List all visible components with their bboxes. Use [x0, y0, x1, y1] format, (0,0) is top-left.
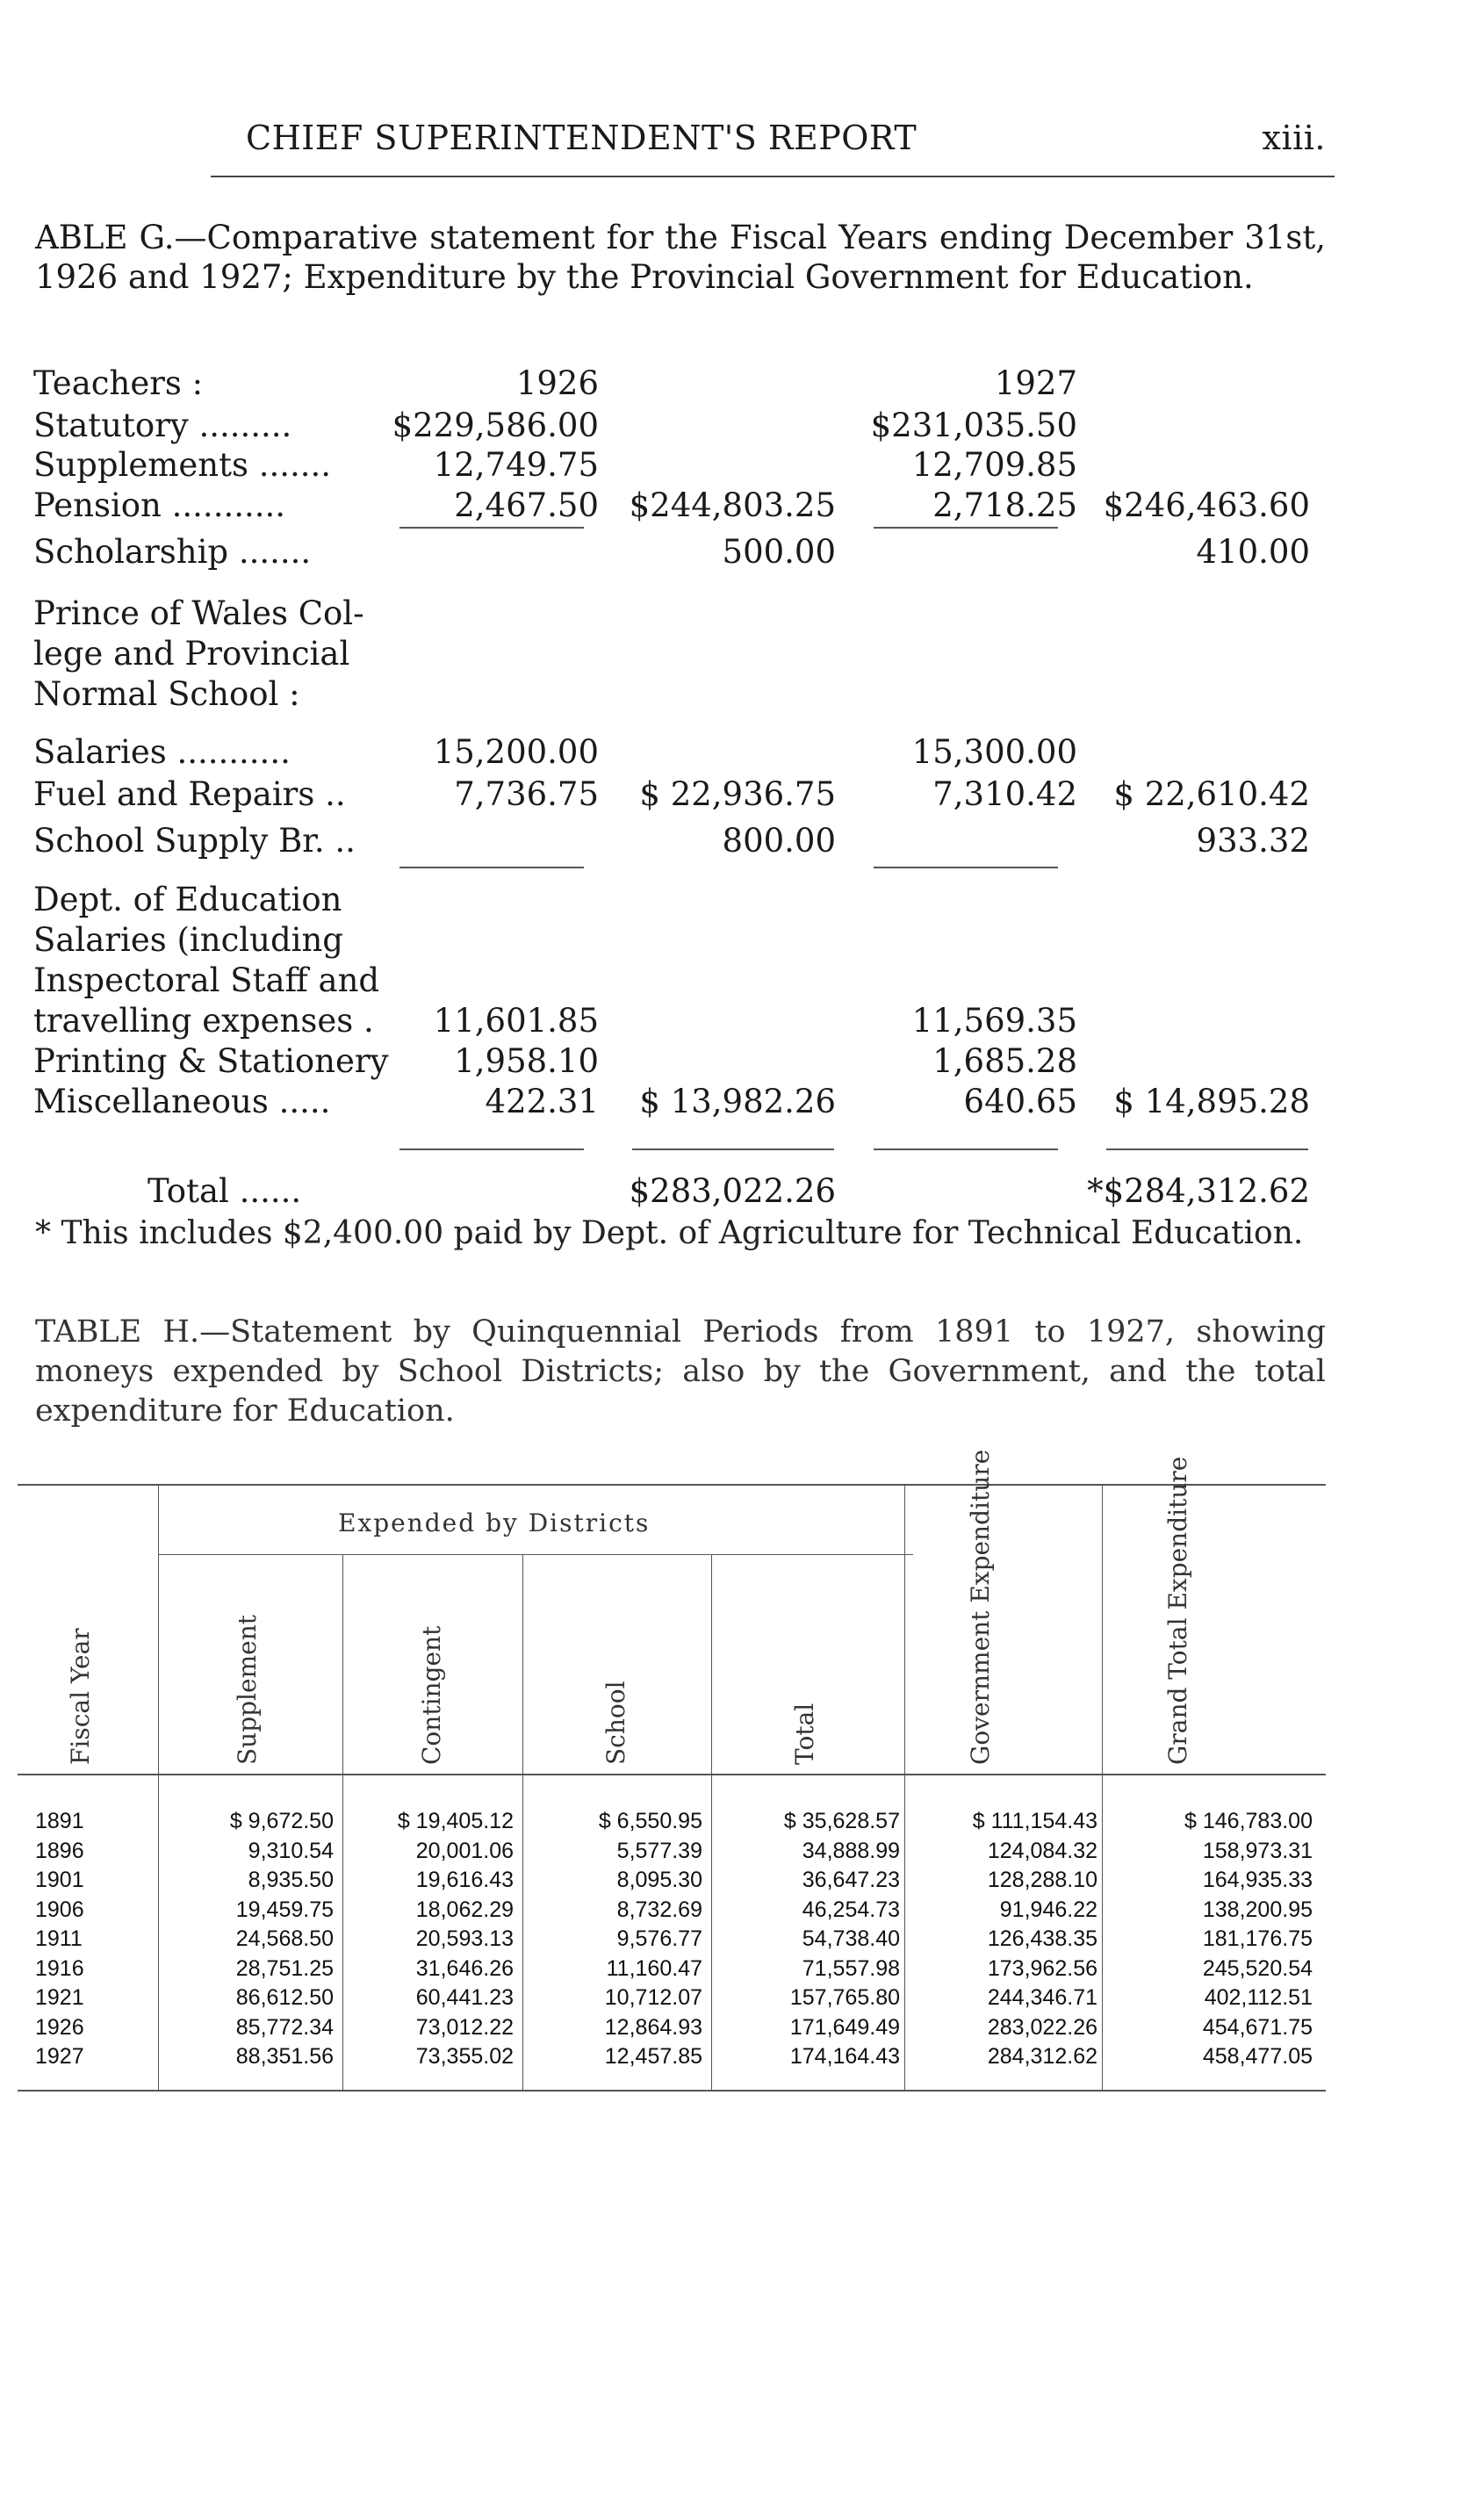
- cell-c3: 1927: [994, 364, 1077, 402]
- table-h-cell-government: 173,962.56: [987, 1955, 1097, 1981]
- table-h-cell-year: 1926: [35, 2014, 84, 2040]
- row-label: Prince of Wales Col-: [33, 594, 364, 632]
- cell-c1: 15,200.00: [433, 733, 599, 771]
- table-h-cell-year: 1891: [35, 1809, 84, 1833]
- cell-c1: 11,601.85: [433, 1002, 599, 1040]
- row-label: Fuel and Repairs ..: [33, 775, 346, 813]
- table-h: [18, 1449, 1326, 2520]
- cell-c3: 12,709.85: [911, 446, 1077, 484]
- cell-c1: 7,736.75: [454, 775, 599, 813]
- table-h-cell-contingent: 60,441.23: [415, 1985, 514, 2010]
- header-grand-total-expenditure: Grand Total Expenditure: [1163, 1456, 1192, 1765]
- row-label: Salaries (including: [33, 921, 343, 959]
- table-g-row: [0, 822, 1468, 862]
- table-h-cell-year: 1921: [35, 1985, 84, 2010]
- table-h-cell-grand-total: 181,176.75: [1202, 1926, 1313, 1951]
- table-g-row: [0, 1042, 1468, 1083]
- table-g-footnote: * This includes $2,400.00 paid by Dept. of Agriculture for Technical Education.: [35, 1215, 1304, 1251]
- table-h-cell-total: 54,738.40: [802, 1926, 900, 1951]
- table-h-cell-supplement: 9,310.54: [248, 1838, 334, 1863]
- table-h-cell-government: 244,346.71: [987, 1985, 1097, 2010]
- table-h-cell-supplement: 88,351.56: [235, 2044, 334, 2069]
- table-g-row: [0, 921, 1468, 961]
- sum-rule: [1106, 1148, 1308, 1150]
- row-label: Miscellaneous .....: [33, 1083, 331, 1120]
- table-h-cell-contingent: 73,012.22: [415, 2014, 514, 2040]
- table-g-total-row: [0, 1172, 1468, 1213]
- cell-c4: $246,463.60: [1103, 486, 1310, 524]
- cell-c4: $ 22,610.42: [1113, 775, 1310, 813]
- cell-c4: 933.32: [1196, 822, 1310, 860]
- header-fiscal-year: Fiscal Year: [66, 1628, 95, 1765]
- table-h-cell-supplement: 28,751.25: [235, 1955, 334, 1981]
- row-label: Normal School :: [33, 675, 300, 713]
- cell-c1: $229,586.00: [392, 407, 599, 444]
- table-h-cell-supplement: 19,459.75: [235, 1897, 334, 1922]
- table-h-cell-year: 1901: [35, 1868, 84, 1892]
- header-supplement: Supplement: [233, 1615, 262, 1765]
- table-g-row: [0, 675, 1468, 716]
- cell-c2: 800.00: [722, 822, 836, 860]
- table-h-cell-grand-total: 158,973.31: [1202, 1838, 1313, 1863]
- running-head-title: CHIEF SUPERINTENDENT'S REPORT: [246, 119, 918, 157]
- table-h-cell-total: 46,254.73: [802, 1897, 900, 1922]
- table-h-cell-government: 91,946.22: [999, 1897, 1097, 1922]
- table-h-cell-year: 1906: [35, 1897, 84, 1922]
- table-h-cell-government: 124,084.32: [987, 1838, 1097, 1863]
- table-g-row: [0, 364, 1468, 405]
- sum-rule: [874, 527, 1058, 529]
- row-label: Teachers :: [33, 364, 204, 402]
- table-h-cell-government: 126,438.35: [987, 1926, 1097, 1951]
- sum-rule: [632, 1148, 834, 1150]
- table-h-cell-total: 174,164.43: [789, 2044, 900, 2069]
- table-h-cell-total: 71,557.98: [802, 1955, 900, 1981]
- table-g-row: [0, 1083, 1468, 1123]
- table-h-cell-government: $ 111,154.43: [972, 1809, 1097, 1833]
- table-g-row: [0, 733, 1468, 774]
- table-g-row: [0, 446, 1468, 486]
- table-h-cell-supplement: 86,612.50: [235, 1985, 334, 2010]
- header-rule: [211, 176, 1335, 177]
- cell-c4: 410.00: [1196, 533, 1310, 571]
- total-label: Total ......: [148, 1172, 302, 1210]
- table-g-row: [0, 594, 1468, 635]
- table-h-cell-total: 157,765.80: [789, 1985, 900, 2010]
- sum-rule: [399, 867, 584, 868]
- group-header-rule: [158, 1554, 913, 1555]
- table-h-bottom-rule: [18, 2090, 1326, 2092]
- cell-c2: $244,803.25: [629, 486, 836, 524]
- table-h-cell-supplement: 85,772.34: [235, 2014, 334, 2040]
- table-h-cell-year: 1896: [35, 1838, 84, 1863]
- table-h-cell-school: 12,457.85: [604, 2044, 702, 2069]
- cell-c2: 500.00: [722, 533, 836, 571]
- table-h-cell-year: 1927: [35, 2044, 84, 2069]
- cell-c1: 2,467.50: [454, 486, 599, 524]
- table-h-cell-contingent: $ 19,405.12: [397, 1809, 514, 1833]
- table-g-row: [0, 407, 1468, 447]
- row-label: lege and Provincial: [33, 635, 350, 673]
- sum-rule: [874, 1148, 1058, 1150]
- table-h-cell-total: 171,649.49: [789, 2014, 900, 2040]
- row-label: travelling expenses .: [33, 1002, 374, 1040]
- table-h-cell-supplement: $ 9,672.50: [229, 1809, 334, 1833]
- row-label: Salaries ...........: [33, 733, 291, 771]
- row-label: Printing & Stationery: [33, 1042, 389, 1080]
- table-h-caption: TABLE H.—Statement by Quinquennial Periods from 1891 to 1927, showing moneys expended by School Districts; also by the Government, and the total expenditure for Education.: [35, 1314, 1326, 1429]
- table-h-top-rule: [18, 1484, 1326, 1486]
- cell-c1: 422.31: [485, 1083, 599, 1120]
- table-g-row: [0, 881, 1468, 921]
- header-government-expenditure: Government Expenditure: [966, 1449, 995, 1765]
- row-label: Statutory .........: [33, 407, 292, 444]
- table-h-cell-year: 1916: [35, 1955, 84, 1981]
- table-h-cell-grand-total: 458,477.05: [1202, 2044, 1313, 2069]
- cell-c3: 15,300.00: [911, 733, 1077, 771]
- table-h-cell-school: 5,577.39: [616, 1838, 702, 1863]
- cell-c3: $231,035.50: [870, 407, 1077, 444]
- table-h-cell-total: $ 35,628.57: [783, 1809, 900, 1833]
- table-h-cell-grand-total: 402,112.51: [1204, 1985, 1313, 2010]
- cell-c1: 1,958.10: [454, 1042, 599, 1080]
- table-h-cell-government: 284,312.62: [987, 2044, 1097, 2069]
- cell-c1: 1926: [515, 364, 599, 402]
- cell-c3: 2,718.25: [932, 486, 1077, 524]
- cell-c3: 1,685.28: [932, 1042, 1077, 1080]
- table-h-cell-contingent: 73,355.02: [415, 2044, 514, 2069]
- cell-c2: $ 13,982.26: [639, 1083, 836, 1120]
- sum-rule: [399, 1148, 584, 1150]
- table-h-cell-contingent: 20,001.06: [415, 1838, 514, 1863]
- cell-c2: $ 22,936.75: [639, 775, 836, 813]
- table-g-row: [0, 775, 1468, 816]
- cell-c1: 12,749.75: [433, 446, 599, 484]
- table-g-row: [0, 635, 1468, 675]
- cell-c3: 11,569.35: [911, 1002, 1077, 1040]
- table-h-cell-year: 1911: [35, 1926, 83, 1951]
- table-h-cell-school: 9,576.77: [616, 1926, 702, 1951]
- row-label: Supplements .......: [33, 446, 332, 484]
- header-contingent: Contingent: [417, 1625, 446, 1765]
- cell-c3: 640.65: [963, 1083, 1077, 1120]
- table-h-cell-grand-total: $ 146,783.00: [1184, 1809, 1313, 1833]
- table-h-cell-government: 128,288.10: [987, 1868, 1097, 1892]
- table-g-caption: ABLE G.—Comparative statement for the Fiscal Years ending December 31st, 1926 and 1927; Expenditure by the Provincial Government for Education.: [35, 219, 1326, 296]
- cell-c4: $ 14,895.28: [1113, 1083, 1310, 1120]
- table-h-cell-total: 36,647.23: [802, 1868, 900, 1892]
- table-h-cell-school: $ 6,550.95: [598, 1809, 702, 1833]
- table-h-cell-grand-total: 138,200.95: [1202, 1897, 1313, 1922]
- table-h-cell-school: 12,864.93: [604, 2014, 702, 2040]
- table-h-cell-total: 34,888.99: [802, 1838, 900, 1863]
- table-g-row: [0, 961, 1468, 1002]
- table-h-cell-grand-total: 454,671.75: [1202, 2014, 1313, 2040]
- table-h-cell-school: 10,712.07: [604, 1985, 702, 2010]
- page-number: xiii.: [1262, 119, 1326, 157]
- total-c4: *$284,312.62: [1087, 1172, 1310, 1210]
- table-h-cell-school: 8,095.30: [616, 1868, 702, 1892]
- table-g-row: [0, 533, 1468, 573]
- table-h-cell-contingent: 31,646.26: [415, 1955, 514, 1981]
- cell-c3: 7,310.42: [932, 775, 1077, 813]
- sum-rule: [399, 527, 584, 529]
- table-h-cell-grand-total: 164,935.33: [1202, 1868, 1313, 1892]
- table-h-cell-school: 11,160.47: [606, 1955, 702, 1981]
- table-h-cell-school: 8,732.69: [616, 1897, 702, 1922]
- table-h-cell-supplement: 8,935.50: [248, 1868, 334, 1892]
- table-h-cell-contingent: 20,593.13: [415, 1926, 514, 1951]
- table-g-row: [0, 1002, 1468, 1042]
- group-header-expended-by-districts: Expended by Districts: [338, 1508, 651, 1537]
- row-label: Dept. of Education: [33, 881, 342, 918]
- header-total: Total: [790, 1703, 819, 1765]
- row-label: School Supply Br. ..: [33, 822, 356, 860]
- table-h-body: [18, 1809, 1326, 2081]
- row-label: Inspectoral Staff and: [33, 961, 380, 999]
- table-g-row: [0, 486, 1468, 527]
- total-c2: $283,022.26: [629, 1172, 836, 1210]
- table-h-cell-government: 283,022.26: [987, 2014, 1097, 2040]
- row-label: Scholarship .......: [33, 533, 312, 571]
- table-h-cell-contingent: 19,616.43: [415, 1868, 514, 1892]
- header-school: School: [601, 1681, 630, 1765]
- table-h-header-rule: [18, 1774, 1326, 1775]
- row-label: Pension ...........: [33, 486, 286, 524]
- table-h-cell-supplement: 24,568.50: [235, 1926, 334, 1951]
- table-h-cell-grand-total: 245,520.54: [1202, 1955, 1313, 1981]
- sum-rule: [874, 867, 1058, 868]
- table-h-cell-contingent: 18,062.29: [415, 1897, 514, 1922]
